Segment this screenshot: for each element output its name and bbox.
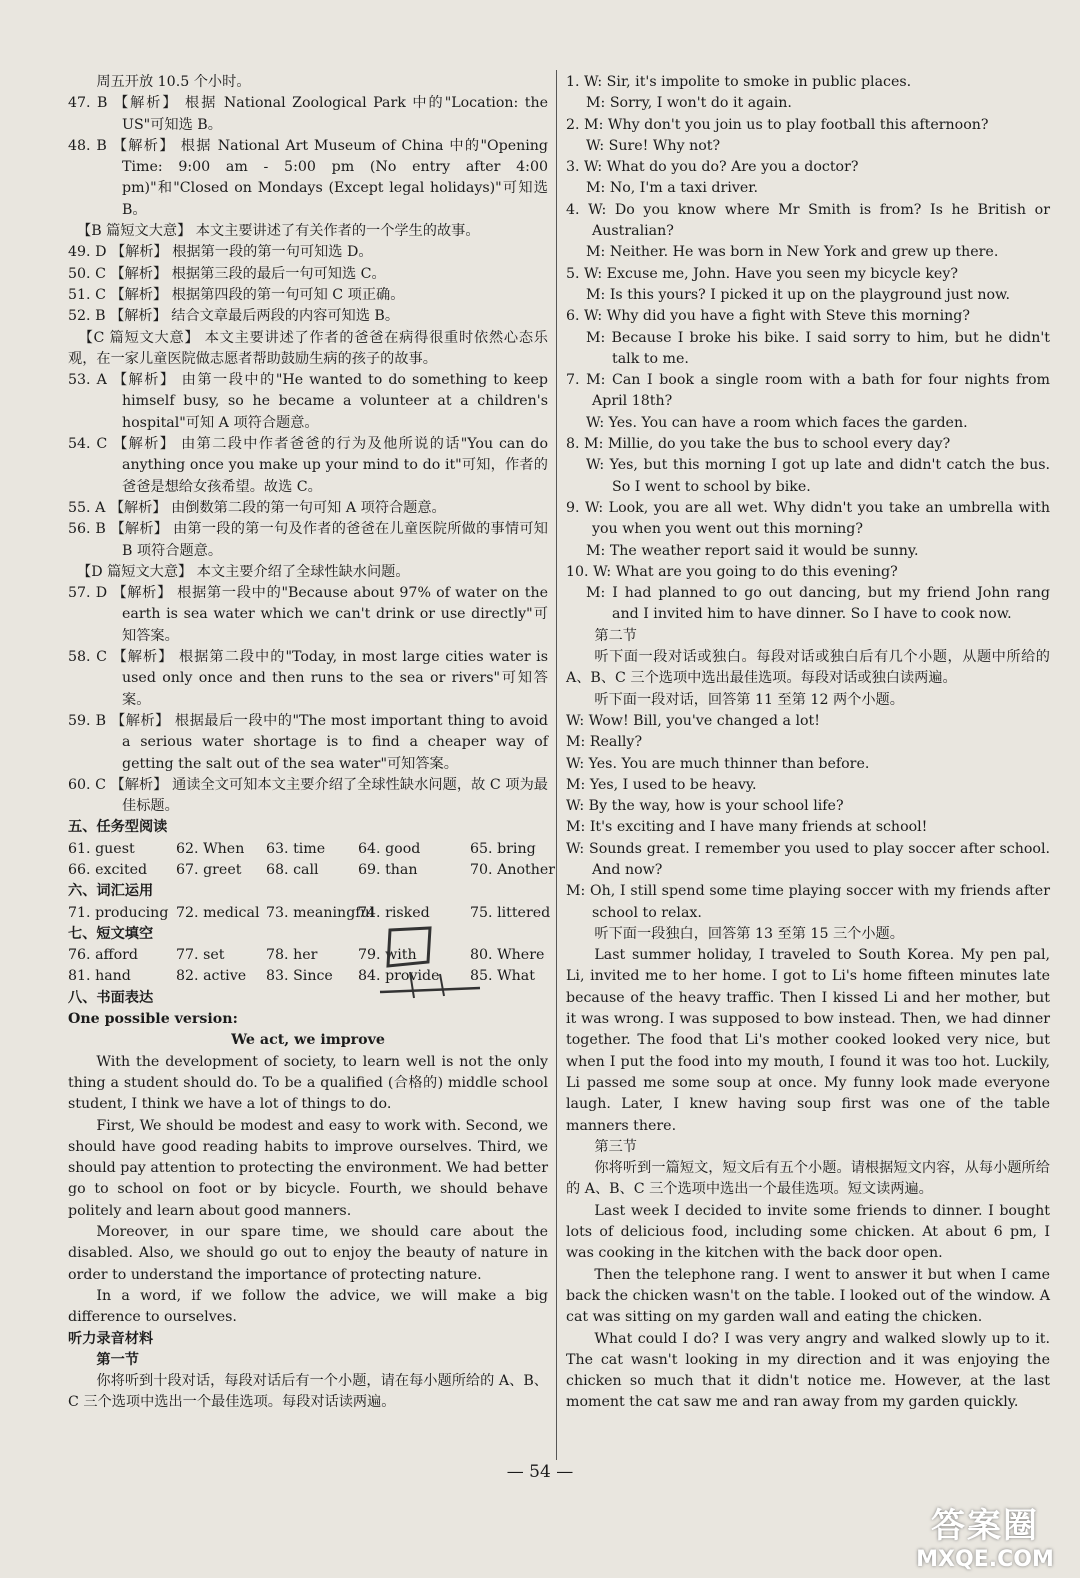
answer-item: 70. Another — [470, 861, 556, 878]
vocab-title: 六、词汇运用 — [68, 883, 154, 900]
answer-item: 65. bring — [470, 840, 536, 857]
handwritten-scribble-icon — [370, 922, 490, 1002]
transcript-line: W: Yes. You are much thinner than before. — [566, 755, 870, 772]
answer-paragraph: 55. A 【解析】 由倒数第二段的第一句可知 A 项符合题意。 — [68, 499, 446, 516]
transcript-line: W: By the way, how is your school life? — [566, 798, 844, 815]
right-column — [566, 72, 1055, 1414]
watermark-cn: 答案圈 — [931, 1506, 1039, 1546]
answer-paragraph: 53. A 【解析】 由第一段中的"He wanted to do something to keep himself busy, so he became a volunteer at a children's hospital"可知 A 项符合题意。 — [68, 372, 553, 431]
page-number: — 54 — — [506, 1462, 574, 1482]
answer-item: 83. Since — [266, 968, 333, 985]
answer-item: 79. with — [358, 947, 417, 964]
answer-paragraph: 60. C 【解析】 通读全文可知本文主要介绍了全球性缺水问题，故 C 项为最佳标题。 — [68, 776, 548, 815]
transcript-line: M: The weather report said it would be sunny. — [586, 542, 919, 559]
transcript-line: M: Is this yours? I picked it up on the playground just now. — [586, 286, 1010, 303]
answer-paragraph: 【B 篇短文大意】 本文主要讲述了有关作者的一个学生的故事。 — [68, 223, 480, 240]
answer-item: 64. good — [358, 840, 421, 857]
transcript-line: What could I do? I was very angry and walked slowly up to it. The cat wasn't looking in my direction and it was enjoying the chicken so much that it didn't notice me. However, at the last moment the cat saw me and ran away from my garden quickly. — [566, 1330, 1055, 1411]
listening-transcript — [566, 72, 1055, 1414]
column-divider — [556, 70, 557, 1460]
transcript-line: Then the telephone rang. I went to answer it but when I came back the chicken wasn't on the table. I looked out of the window. A cat was sitting on my garden wall and eating the chicken. — [566, 1266, 1055, 1326]
answer-paragraph: 52. B 【解析】 结合文章最后两段的内容可知选 B。 — [68, 308, 400, 325]
transcript-line: M: No, I'm a taxi driver. — [586, 180, 758, 197]
answer-item: 84. provide — [358, 968, 440, 985]
transcript-line: 5. W: Excuse me, John. Have you seen my bicycle key? — [566, 265, 958, 282]
left-answer-list — [68, 72, 553, 839]
transcript-line: M: Neither. He was born in New York and grew up there. — [586, 244, 999, 261]
answer-item: 78. her — [266, 947, 318, 964]
transcript-line: 2. M: Why don't you join us to play football this afternoon? — [566, 116, 989, 133]
transcript-line: 1. W: Sir, it's impolite to smoke in public places. — [566, 74, 912, 90]
answer-item: 82. active — [176, 968, 247, 985]
transcript-line: M: It's exciting and I have many friends at school! — [566, 819, 928, 836]
answer-item: 81. hand — [68, 968, 131, 985]
transcript-line: 你将听到一篇短文，短文后有五个小题。请根据短文内容，从每小题所给的 A、B、C 三个选项中选出一个最佳选项。短文读两遍。 — [566, 1160, 1050, 1198]
cloze-title: 七、短文填空 — [68, 925, 154, 942]
transcript-line: M: Yes, I used to be heavy. — [566, 776, 757, 793]
answer-paragraph: 50. C 【解析】 根据第三段的最后一句可知选 C。 — [68, 265, 386, 282]
transcript-line: W: Wow! Bill, you've changed a lot! — [566, 712, 820, 729]
vocab-answers — [68, 903, 551, 924]
watermark-en: MXQE.COM — [916, 1547, 1054, 1572]
essay-body — [68, 1052, 553, 1329]
task-reading-answers — [68, 839, 556, 882]
transcript-line: 听下面一段独白，回答第 13 至第 15 三个小题。 — [594, 925, 904, 942]
part1-intro: 你将听到十段对话，每段对话后有一个小题，请在每小题所给的 A、B、C 三个选项中选出一个最佳选项。每段对话读两遍。 — [68, 1373, 548, 1411]
answer-item: 61. guest — [68, 840, 135, 857]
transcript-line: Last week I decided to invite some friends to dinner. I bought lots of delicious food, including some chicken. At about 6 pm, I was cooking in the kitchen with the back door open. — [566, 1202, 1055, 1262]
essay-paragraph: With the development of society, to learn well is not the only thing a student should do. To be a qualified (合格的) middle school student, I think we have a lot of things to do. — [68, 1053, 553, 1113]
answer-item: 74. risked — [358, 904, 430, 921]
essay-title: We act, we improve — [231, 1032, 385, 1049]
answer-item: 69. than — [358, 861, 418, 878]
transcript-line: 第三节 — [594, 1138, 637, 1155]
essay-paragraph: Moreover, in our spare time, we should care about the disabled. Also, we should go out to enjoy the beauty of nature in order to understand the importance of protecting nature. — [68, 1224, 553, 1283]
answer-item: 77. set — [176, 947, 225, 964]
transcript-line: 4. W: Do you know where Mr Smith is from? Is he British or Australian? — [566, 201, 1055, 240]
answer-paragraph: 48. B 【解析】 根据 National Art Museum of China 中的"Opening Time: 9:00 am - 5:00 pm (No entry after 4:00 pm)"和"Closed on Mondays (Except legal holidays)"可知选 B。 — [68, 137, 553, 218]
answer-paragraph: 【C 篇短文大意】 本文主要讲述了作者的爸爸在病得很重时依然心态乐观，在一家儿童医院做志愿者帮助鼓励生病的孩子的故事。 — [68, 329, 548, 367]
transcript-line: 3. W: What do you do? Are you a doctor? — [566, 159, 859, 176]
transcript-line: W: Yes. You can have a room which faces the garden. — [586, 414, 968, 431]
transcript-line: 10. W: What are you going to do this evening? — [566, 563, 898, 580]
answer-item: 75. littered — [470, 904, 551, 921]
left-column — [68, 72, 556, 1414]
answer-paragraph: 57. D 【解析】 根据第一段中的"Because about 97% of water on the earth is sea water which we can't drink or use directly"可知答案。 — [68, 585, 553, 644]
transcript-line: W: Yes, but this morning I got up late and didn't catch the bus. So I went to school by bike. — [586, 457, 1055, 495]
transcript-line: 听下面一段对话，回答第 11 至第 12 两个小题。 — [594, 691, 904, 708]
answer-paragraph: 54. C 【解析】 由第二段中作者爸爸的行为及他所说的话"You can do anything once you make up your mind to do it"可知，作者的爸爸是想给女孩希望。故选 C。 — [68, 436, 553, 495]
watermark-logo — [900, 1498, 1070, 1576]
transcript-line: M: Because I broke his bike. I said sorry to him, but he didn't talk to me. — [586, 329, 1055, 367]
transcript-line: W: Sure! Why not? — [586, 137, 721, 154]
answer-item: 85. What — [470, 968, 535, 985]
answer-paragraph: 56. B 【解析】 由第一段的第一句及作者的爸爸在儿童医院所做的事情可知 B 项符合题意。 — [68, 521, 553, 559]
transcript-line: W: Sounds great. I remember you used to play soccer after school. And now? — [566, 840, 1055, 878]
answer-item: 67. greet — [176, 861, 242, 878]
transcript-line: M: Oh, I still spend some time playing soccer with my friends after school to relax. — [566, 883, 1055, 921]
answer-item: 66. excited — [68, 861, 148, 878]
answer-item: 63. time — [266, 840, 326, 857]
essay-paragraph: In a word, if we follow the advice, we will make a big difference to ourselves. — [68, 1287, 553, 1326]
answer-paragraph: 51. C 【解析】 根据第四段的第一句可知 C 项正确。 — [68, 286, 405, 303]
answer-item: 80. Where — [470, 947, 545, 964]
transcript-line: 第二节 — [594, 627, 637, 644]
part1-title: 第一节 — [96, 1351, 139, 1368]
answer-paragraph: 周五开放 10.5 个小时。 — [96, 74, 251, 90]
writing-title: 八、书面表达 — [68, 989, 154, 1006]
answer-item: 72. medical — [176, 904, 260, 921]
transcript-line: 9. W: Look, you are all wet. Why didn't you take an umbrella with you when you went out this morning? — [566, 499, 1055, 538]
transcript-line: 8. M: Millie, do you take the bus to school every day? — [566, 436, 951, 453]
transcript-line: M: Sorry, I won't do it again. — [586, 95, 792, 112]
answer-paragraph: 【D 篇短文大意】 本文主要介绍了全球性缺水问题。 — [68, 563, 410, 580]
transcript-line: 7. M: Can I book a single room with a bath for four nights from April 18th? — [566, 372, 1055, 410]
transcript-line: M: I had planned to go out dancing, but my friend John rang and I invited him to have dinner. So I have to cook now. — [586, 585, 1055, 623]
one-possible-label: One possible version: — [68, 1011, 238, 1028]
answer-paragraph: 59. B 【解析】 根据最后一段中的"The most important thing to avoid a serious water shortage is to find a cheaper way of getting the salt out of the sea water"可知答案。 — [68, 712, 553, 772]
transcript-line: 听下面一段对话或独白。每段对话或独白后有几个小题，从题中所给的 A、B、C 三个选项中选出最佳选项。每段对话或独白读两遍。 — [566, 649, 1055, 687]
answer-item: 76. afford — [68, 947, 139, 964]
answer-item: 62. When — [176, 840, 245, 857]
answer-paragraph: 49. D 【解析】 根据第一段的第一句可知选 D。 — [68, 244, 373, 261]
answer-item: 68. call — [266, 861, 319, 878]
answer-paragraph: 47. B 【解析】 根据 National Zoological Park 中的"Location: the US"可知选 B。 — [68, 95, 553, 133]
essay-paragraph: First, We should be modest and easy to work with. Second, we should have good reading habits to improve ourselves. Third, we should pay attention to protecting the environment. We had better go to school on foot or by bicycle. Fourth, we should behave politely and learn about good manners. — [68, 1117, 553, 1219]
answer-item: 73. meaningful — [266, 904, 375, 921]
answer-item: 71. producing — [68, 904, 169, 921]
transcript-line: Last summer holiday, I traveled to South Korea. My pen pal, Li, invited me to her home. I got to Li's home fifteen minutes late because of the heavy traffic. Then I kissed Li and her mother, but it was wrong. I was supposed to bow instead. Then, we had dinner together. The food that Li's mother cooked looked very nice, but when I put the food into my mouth, I found it was too hot. Luckily, Li passed me some soup at once. My funny look made everyone laugh. Later, I knew having soup first was one of the table manners there. — [566, 947, 1055, 1134]
answer-paragraph: 五、任务型阅读 — [68, 819, 168, 836]
transcript-line: 6. W: Why did you have a fight with Steve this morning? — [566, 308, 970, 325]
answer-paragraph: 58. C 【解析】 根据第二段中的"Today, in most large cities water is used only once and then runs to the sea or rivers"可知答案。 — [68, 649, 553, 708]
transcript-line: M: Really? — [566, 734, 643, 751]
listening-title: 听力录音材料 — [68, 1330, 154, 1347]
